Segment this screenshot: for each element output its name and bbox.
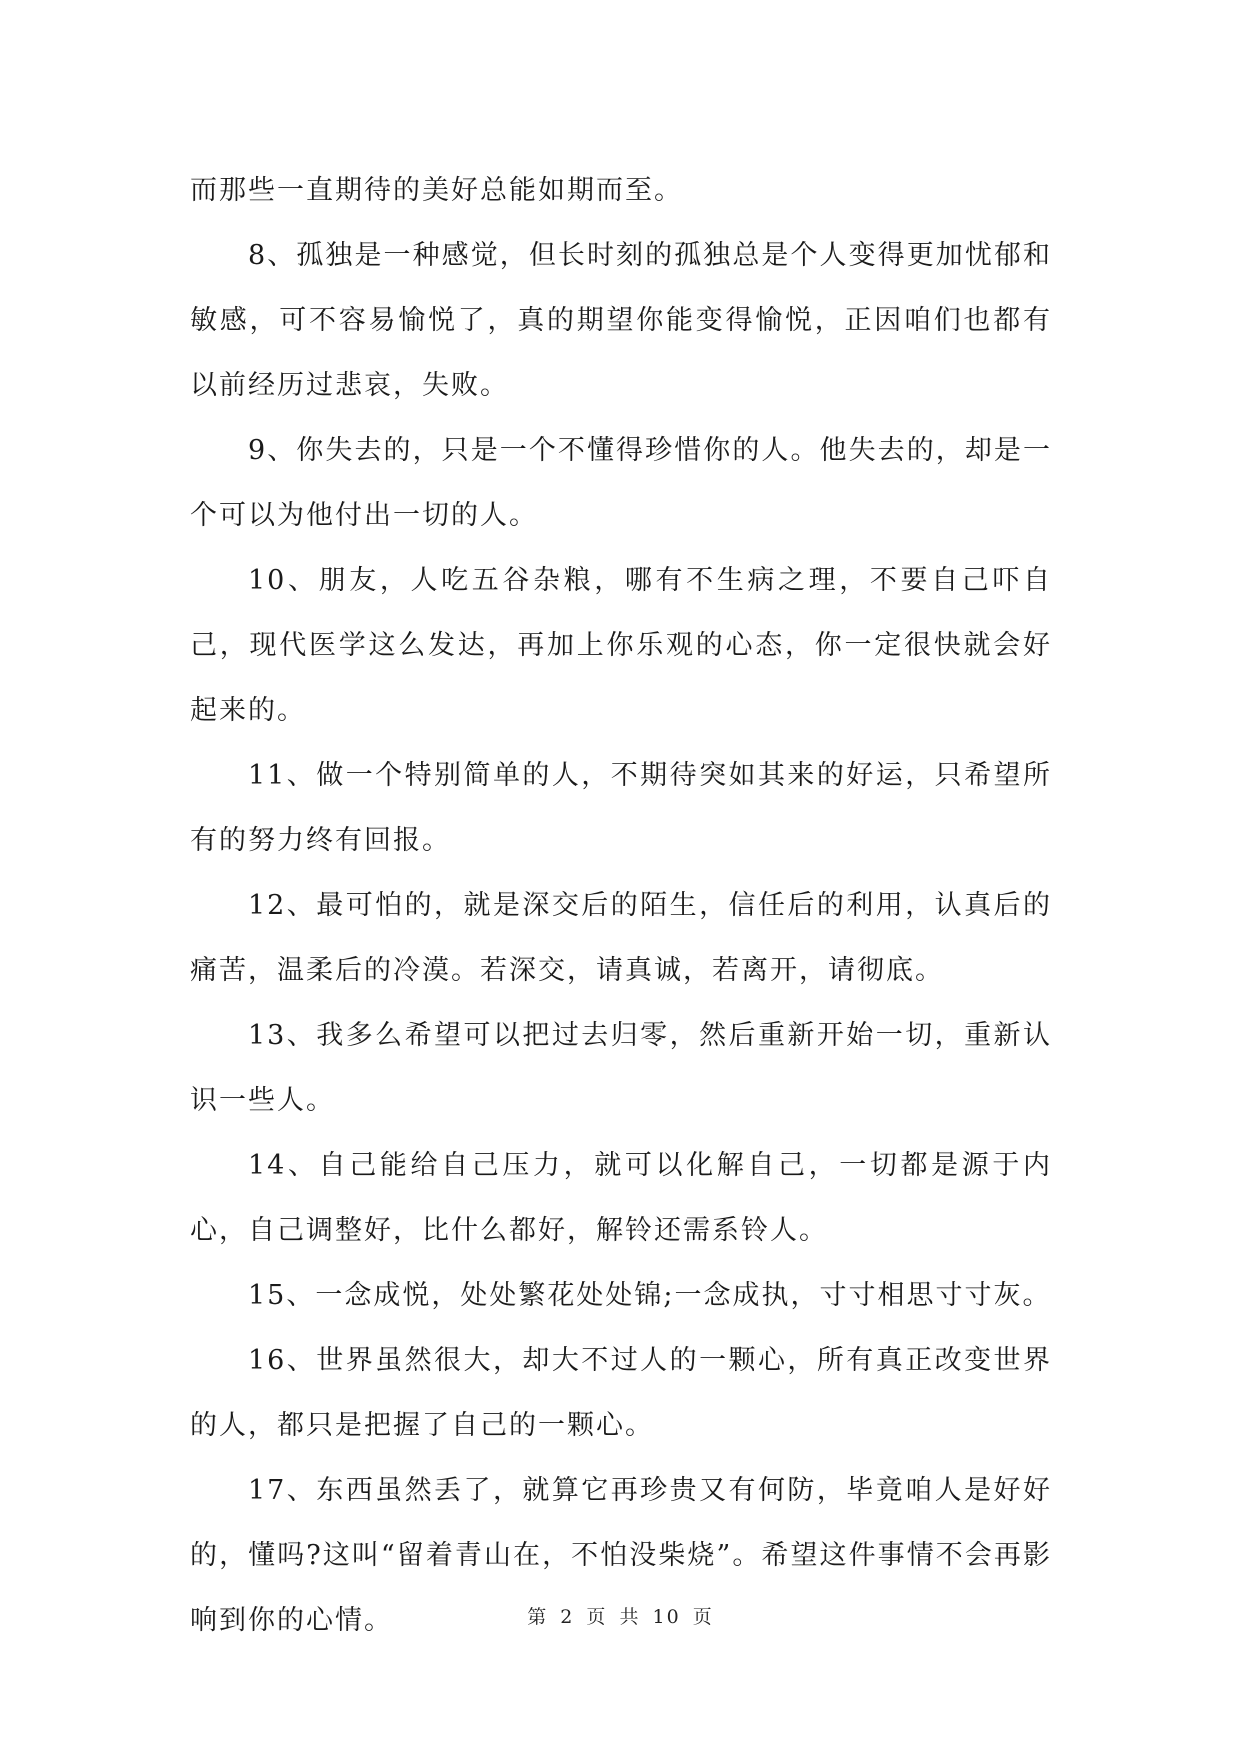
- paragraph-item-16: 16、世界虽然很大，却大不过人的一颗心，所有真正改变世界的人，都只是把握了自己的一颗心。: [190, 1345, 1052, 1441]
- paragraph-continuation: 而那些一直期待的美好总能如期而至。: [190, 175, 683, 206]
- footer-total-unit: 页: [692, 1606, 714, 1628]
- paragraph-item-9: 9、你失去的，只是一个不懂得珍惜你的人。他失去的，却是一个可以为他付出一切的人。: [190, 435, 1052, 531]
- footer-total-pages: 10: [652, 1606, 681, 1628]
- footer-current-page: 2: [560, 1606, 575, 1628]
- footer-prefix: 第: [527, 1606, 549, 1628]
- paragraph-item-13: 13、我多么希望可以把过去归零，然后重新开始一切，重新认识一些人。: [190, 1020, 1052, 1116]
- paragraph-item-11: 11、做一个特别简单的人，不期待突如其来的好运，只希望所有的努力终有回报。: [190, 760, 1052, 856]
- footer-page-unit: 页: [586, 1606, 608, 1628]
- paragraph-item-8: 8、孤独是一种感觉，但长时刻的孤独总是个人变得更加忧郁和敏感，可不容易愉悦了，真的期望你能变得愉悦，正因咱们也都有以前经历过悲哀，失败。: [190, 240, 1052, 401]
- paragraph-item-14: 14、自己能给自己压力，就可以化解自己，一切都是源于内心，自己调整好，比什么都好，解铃还需系铃人。: [190, 1150, 1052, 1246]
- paragraph-item-17: 17、东西虽然丢了，就算它再珍贵又有何防，毕竟咱人是好好的，懂吗?这叫“留着青山在，不怕没柴烧”。希望这件事情不会再影响到你的心情。: [190, 1475, 1052, 1636]
- document-body: [190, 158, 1052, 1653]
- paragraph-item-12: 12、最可怕的，就是深交后的陌生，信任后的利用，认真后的痛苦，温柔后的冷漠。若深交，请真诚，若离开，请彻底。: [190, 890, 1052, 986]
- paragraph-item-15: 15、一念成悦，处处繁花处处锦;一念成执，寸寸相思寸寸灰。: [248, 1280, 1052, 1311]
- page-footer: [0, 1602, 1241, 1629]
- paragraph-item-10: 10、朋友，人吃五谷杂粮，哪有不生病之理，不要自己吓自己，现代医学这么发达，再加上你乐观的心态，你一定很快就会好起来的。: [190, 565, 1052, 726]
- footer-total-prefix: 共: [619, 1606, 641, 1628]
